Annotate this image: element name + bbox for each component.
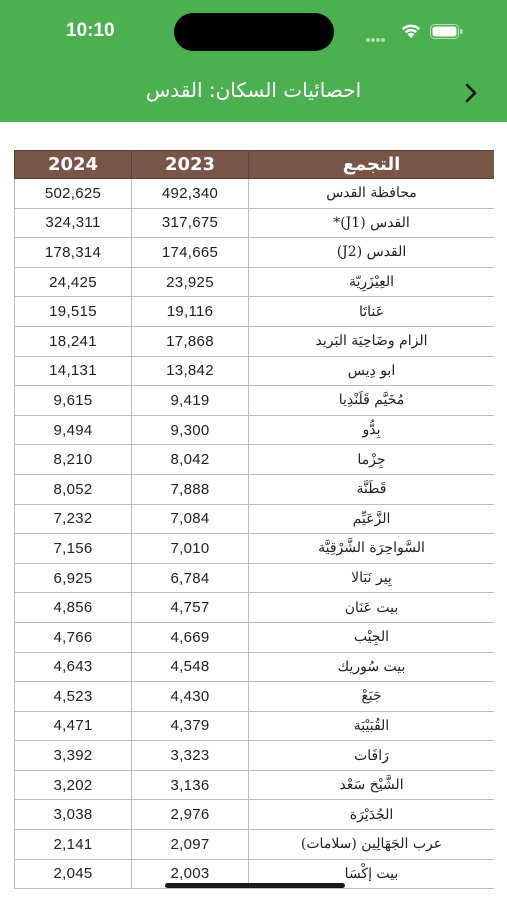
cell-2024: 2,141	[15, 830, 132, 860]
cellular-signal-icon	[366, 27, 386, 46]
cell-2023: 9,300	[132, 415, 249, 445]
cell-2023: 4,669	[132, 622, 249, 652]
cell-locality: جِزْما	[249, 445, 495, 475]
cell-locality: الجِيْب	[249, 622, 495, 652]
cell-locality: مُخَيَّم قَلَنْدِيا	[249, 386, 495, 416]
cell-2023: 174,665	[132, 238, 249, 268]
cell-locality: بيت إكْسَا	[249, 859, 495, 889]
cell-2023: 4,379	[132, 711, 249, 741]
cell-2023: 4,548	[132, 652, 249, 682]
cell-2023: 17,868	[132, 326, 249, 356]
table-row	[15, 800, 495, 830]
wifi-icon	[400, 22, 422, 39]
home-indicator[interactable]	[165, 883, 345, 888]
cell-2023: 9,419	[132, 386, 249, 416]
table-row	[15, 474, 495, 504]
cell-2023: 2,003	[132, 859, 249, 889]
table-row	[15, 534, 495, 564]
table-row	[15, 386, 495, 416]
table-row	[15, 415, 495, 445]
cell-2024: 4,856	[15, 593, 132, 623]
table-row	[15, 711, 495, 741]
table-row	[15, 445, 495, 475]
cell-locality: الجُدَيْرَة	[249, 800, 495, 830]
cell-locality: الزام وضَاحِيَة البَريد	[249, 326, 495, 356]
cell-2024: 19,515	[15, 297, 132, 327]
cell-2023: 13,842	[132, 356, 249, 386]
cell-2024: 324,311	[15, 208, 132, 238]
cell-2023: 19,116	[132, 297, 249, 327]
cell-2024: 2,045	[15, 859, 132, 889]
cell-locality: رَافَات	[249, 741, 495, 771]
table-row	[15, 622, 495, 652]
cell-locality: عَناتَا	[249, 297, 495, 327]
cell-2024: 4,523	[15, 682, 132, 712]
cell-2024: 9,494	[15, 415, 132, 445]
status-icons	[366, 22, 466, 40]
cell-locality: ابو دِيس	[249, 356, 495, 386]
table-row	[15, 326, 495, 356]
cell-2023: 2,976	[132, 800, 249, 830]
table-row	[15, 563, 495, 593]
cell-2024: 7,156	[15, 534, 132, 564]
cell-2024: 8,052	[15, 474, 132, 504]
table-row	[15, 356, 495, 386]
cell-2023: 4,430	[132, 682, 249, 712]
cell-2024: 18,241	[15, 326, 132, 356]
cell-2024: 3,202	[15, 770, 132, 800]
cell-locality: الزَّعَيِّم	[249, 504, 495, 534]
cell-2024: 502,625	[15, 179, 132, 209]
cell-locality: القدس (J2)	[249, 238, 495, 268]
cell-2023: 3,136	[132, 770, 249, 800]
table-row	[15, 830, 495, 860]
cell-locality: بِدُّو	[249, 415, 495, 445]
cell-2024: 24,425	[15, 267, 132, 297]
cell-2024: 6,925	[15, 563, 132, 593]
cell-2024: 3,038	[15, 800, 132, 830]
status-time: 10:10	[66, 20, 115, 41]
cell-2023: 2,097	[132, 830, 249, 860]
cell-locality: جَبَعْ	[249, 682, 495, 712]
cell-2024: 178,314	[15, 238, 132, 268]
cell-2023: 23,925	[132, 267, 249, 297]
dynamic-island	[174, 13, 334, 51]
table-row	[15, 238, 495, 268]
chevron-right-icon[interactable]	[458, 80, 484, 106]
header-2023: 2023	[132, 151, 249, 179]
cell-locality: بيت عَنَان	[249, 593, 495, 623]
cell-locality: محافظة القدس	[249, 179, 495, 209]
cell-2023: 317,675	[132, 208, 249, 238]
cell-locality: بيت سُوريك	[249, 652, 495, 682]
table-row	[15, 652, 495, 682]
table-row	[15, 504, 495, 534]
cell-2024: 9,615	[15, 386, 132, 416]
population-table-container[interactable]	[14, 150, 494, 900]
cell-2024: 4,766	[15, 622, 132, 652]
cell-2024: 7,232	[15, 504, 132, 534]
battery-icon	[430, 24, 464, 39]
population-table	[14, 150, 494, 889]
page-title: احصائيات السكان: القدس	[145, 78, 362, 102]
cell-2023: 8,042	[132, 445, 249, 475]
cell-2023: 6,784	[132, 563, 249, 593]
table-row	[15, 267, 495, 297]
table-row	[15, 297, 495, 327]
cell-locality: القدس (J1)*	[249, 208, 495, 238]
cell-2023: 4,757	[132, 593, 249, 623]
cell-2024: 14,131	[15, 356, 132, 386]
table-row	[15, 179, 495, 209]
cell-locality: الشَّيْخ سَعْد	[249, 770, 495, 800]
cell-2023: 7,888	[132, 474, 249, 504]
cell-2024: 3,392	[15, 741, 132, 771]
header-locality: التجمع	[249, 151, 495, 179]
table-header-row	[15, 151, 495, 179]
cell-2024: 8,210	[15, 445, 132, 475]
table-row	[15, 741, 495, 771]
cell-locality: العِيْزَرِيّة	[249, 267, 495, 297]
table-row	[15, 208, 495, 238]
cell-2024: 4,643	[15, 652, 132, 682]
cell-2023: 3,323	[132, 741, 249, 771]
cell-locality: السَّواحِرَة الشَّرْقِيَّة	[249, 534, 495, 564]
cell-locality: القُبَيْبَة	[249, 711, 495, 741]
table-row	[15, 682, 495, 712]
cell-locality: قَطَنَّة	[249, 474, 495, 504]
header-2024: 2024	[15, 151, 132, 179]
app-header	[0, 0, 507, 122]
cell-2023: 492,340	[132, 179, 249, 209]
cell-2023: 7,010	[132, 534, 249, 564]
cell-2023: 7,084	[132, 504, 249, 534]
table-row	[15, 770, 495, 800]
table-row	[15, 593, 495, 623]
cell-2024: 4,471	[15, 711, 132, 741]
cell-locality: عرب الجَهَالِين (سلامات)	[249, 830, 495, 860]
cell-locality: بِير نَبَالا	[249, 563, 495, 593]
